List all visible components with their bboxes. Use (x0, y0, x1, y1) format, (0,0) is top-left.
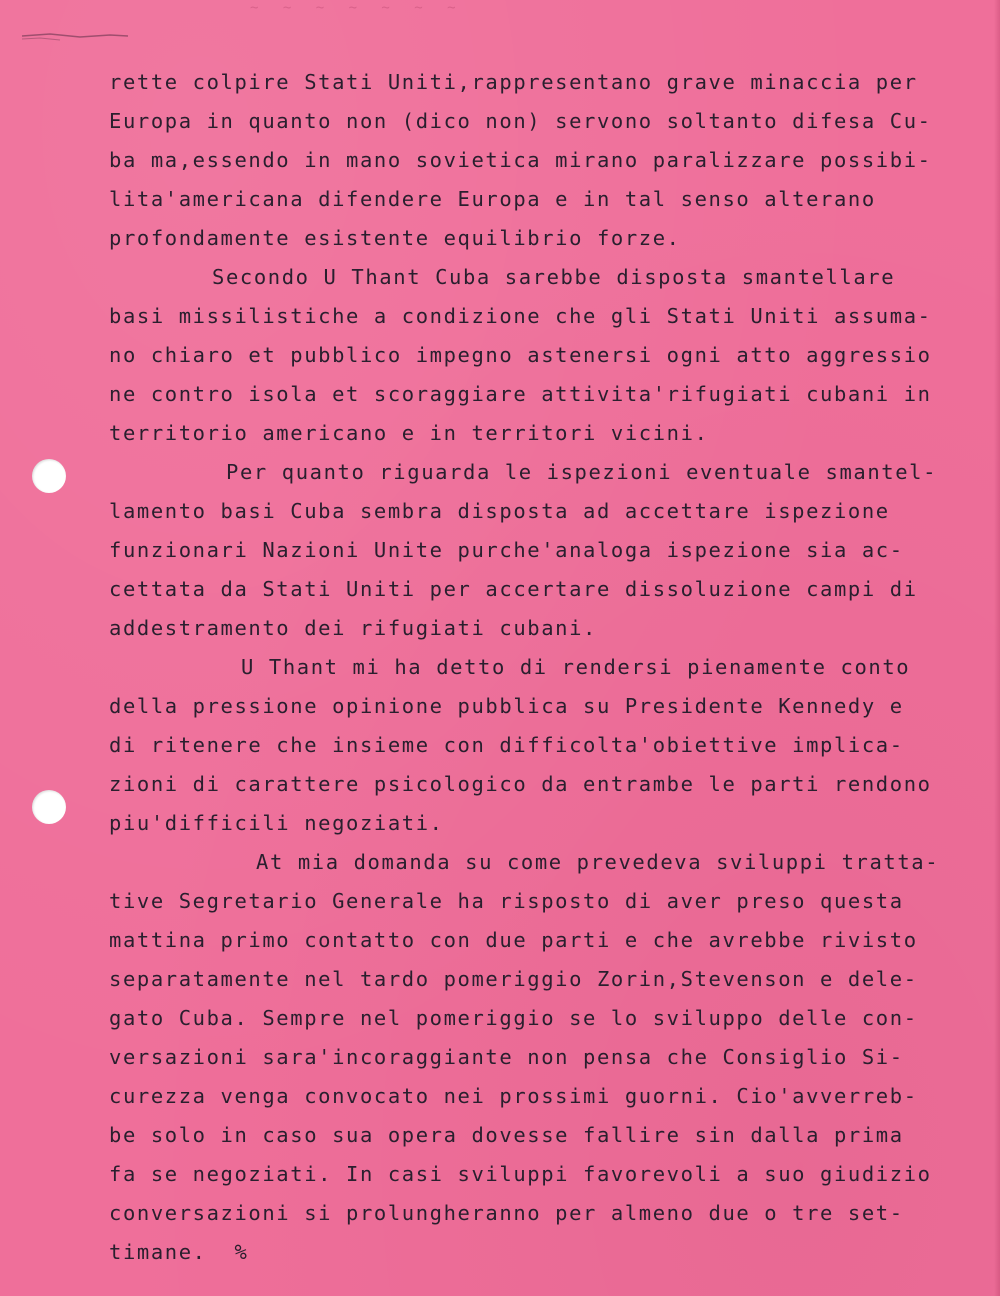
text-line: lita'americana difendere Europa e in tal senso alterano (109, 187, 876, 211)
show-through-marks: ~ ~ ~ ~ ~ ~ ~ (250, 0, 464, 16)
text-line: fa se negoziati. In casi sviluppi favorevoli a suo giudizio (109, 1162, 932, 1186)
text-line: versazioni sara'incoraggiante non pensa che Consiglio Si- (109, 1045, 904, 1069)
text-line: ne contro isola et scoraggiare attivita'rifugiati cubani in (109, 382, 932, 406)
text-line: territorio americano e in territori vicini. (109, 421, 709, 445)
text-line: Per quanto riguarda le ispezioni eventuale smantel- (226, 460, 938, 484)
text-line: conversazioni si prolungheranno per almeno due o tre set- (109, 1201, 904, 1225)
text-line: zioni di carattere psicologico da entrambe le parti rendono (109, 772, 932, 796)
text-line: Secondo U Thant Cuba sarebbe disposta smantellare (212, 265, 896, 289)
text-line: addestramento dei rifugiati cubani. (109, 616, 597, 640)
text-line: Europa in quanto non (dico non) servono soltanto difesa Cu- (109, 109, 932, 133)
text-line: cettata da Stati Uniti per accertare dissoluzione campi di (109, 577, 918, 601)
text-line: funzionari Nazioni Unite purche'analoga ispezione sia ac- (109, 538, 904, 562)
text-line: U Thant mi ha detto di rendersi pienamente conto (241, 655, 911, 679)
text-line: ba ma,essendo in mano sovietica mirano paralizzare possibi- (109, 148, 932, 172)
text-line: profondamente esistente equilibrio forze. (109, 226, 681, 250)
text-line: mattina primo contatto con due parti e che avrebbe rivisto (109, 928, 918, 952)
text-line: no chiaro et pubblico impegno astenersi ogni atto aggressio (109, 343, 932, 367)
text-line: lamento basi Cuba sembra disposta ad accettare ispezione (109, 499, 890, 523)
text-line: rette colpire Stati Uniti,rappresentano grave minaccia per (109, 70, 918, 94)
text-line: At mia domanda su come prevedeva sviluppi tratta- (256, 850, 940, 874)
text-line: timane. % (109, 1240, 249, 1264)
text-line: separatamente nel tardo pomeriggio Zorin,Stevenson e dele- (109, 967, 918, 991)
text-line: gato Cuba. Sempre nel pomeriggio se lo sviluppo delle con- (109, 1006, 918, 1030)
text-line: della pressione opinione pubblica su Presidente Kennedy e (109, 694, 904, 718)
text-line: curezza venga convocato nei prossimi guorni. Cio'avverreb- (109, 1084, 918, 1108)
text-line: piu'difficili negoziati. (109, 811, 444, 835)
text-line: be solo in caso sua opera dovesse fallire sin dalla prima (109, 1123, 904, 1147)
text-line: basi missilistiche a condizione che gli Stati Uniti assuma- (109, 304, 932, 328)
text-line: di ritenere che insieme con difficolta'obiettive implica- (109, 733, 904, 757)
text-line: tive Segretario Generale ha risposto di aver preso questa (109, 889, 904, 913)
